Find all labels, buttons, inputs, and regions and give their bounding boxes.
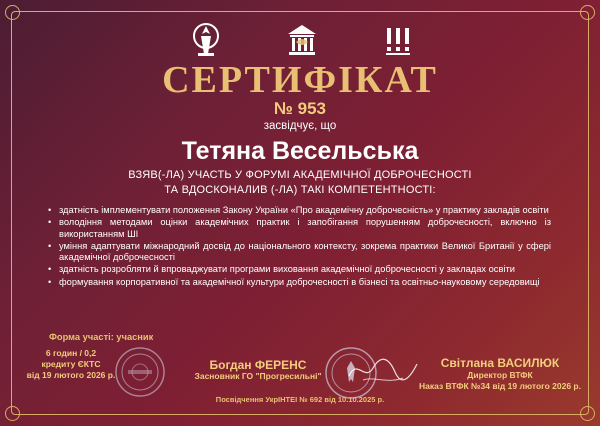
competency-item: • здатність імплементувати положення Закону України «Про академічну доброчесність» у практику закладів освіти — [48, 205, 551, 217]
corner-ornament — [5, 406, 20, 421]
exclamation-logo-icon — [385, 22, 411, 58]
signer1-role: Засновник ГО "Прогресильні" — [194, 371, 322, 381]
participation-form: Форма участі: учасник — [49, 332, 154, 342]
round-stamp-icon — [114, 346, 166, 398]
signer2-role: Директор ВТФК — [467, 370, 533, 380]
competency-item: • володіння методами оцінки академічних практик і запобігання порушенням доброчесності, включно із використанням ШІ — [48, 217, 551, 240]
credits-hours: 6 годин / 0,2 — [45, 348, 97, 358]
corner-ornament — [580, 406, 595, 421]
credits-date: від 19 лютого 2026 р. — [26, 370, 116, 380]
competency-item: • здатність розробляти й впроваджувати програми виховання академічної доброчесності у закладах освіти — [48, 264, 551, 276]
university-logo-icon — [284, 22, 320, 58]
certificate-title: СЕРТИФІКАТ — [162, 59, 438, 101]
credits-ects: кредиту ЄКТС — [41, 359, 101, 369]
signer1-name: Богдан ФЕРЕНС — [209, 358, 307, 372]
participation-statement — [0, 168, 600, 198]
intro-line: ВЗЯВ(-ЛА) УЧАСТЬ У ФОРУМІ АКАДЕМІЧНОЇ ДОБРОЧЕСНОСТІ — [128, 169, 472, 181]
competencies-list — [48, 205, 551, 289]
corner-ornament — [580, 5, 595, 20]
competency-item: • уміння адаптувати міжнародний досвід до національного контексту, зокрема практики Великої Британії у сфері академічної доброчесності — [48, 241, 551, 264]
signer2-name: Світлана ВАСИЛЮК — [440, 356, 560, 370]
corner-ornament — [5, 5, 20, 20]
credits-block — [24, 348, 118, 381]
torch-logo-icon — [192, 22, 220, 58]
competency-item: • формування корпоративної та академічної культури доброчесності в бізнесі та освітньо-науковому середовищі — [48, 277, 551, 289]
recipient-name: Тетяна Весельська — [181, 137, 419, 165]
certificate-number: № 953 — [273, 99, 327, 118]
intro-line: ТА ВДОСКОНАЛИВ (-ЛА) ТАКІ КОМПЕТЕНТНОСТІ: — [164, 184, 436, 196]
certifies-text: засвідчує, що — [263, 120, 337, 132]
signer2-order: Наказ ВТФК №34 від 19 лютого 2026 р. — [419, 381, 581, 391]
registration-footer: Посвідчення УкрІНТЕІ № 692 від 10.10.2025 р. — [215, 395, 385, 404]
